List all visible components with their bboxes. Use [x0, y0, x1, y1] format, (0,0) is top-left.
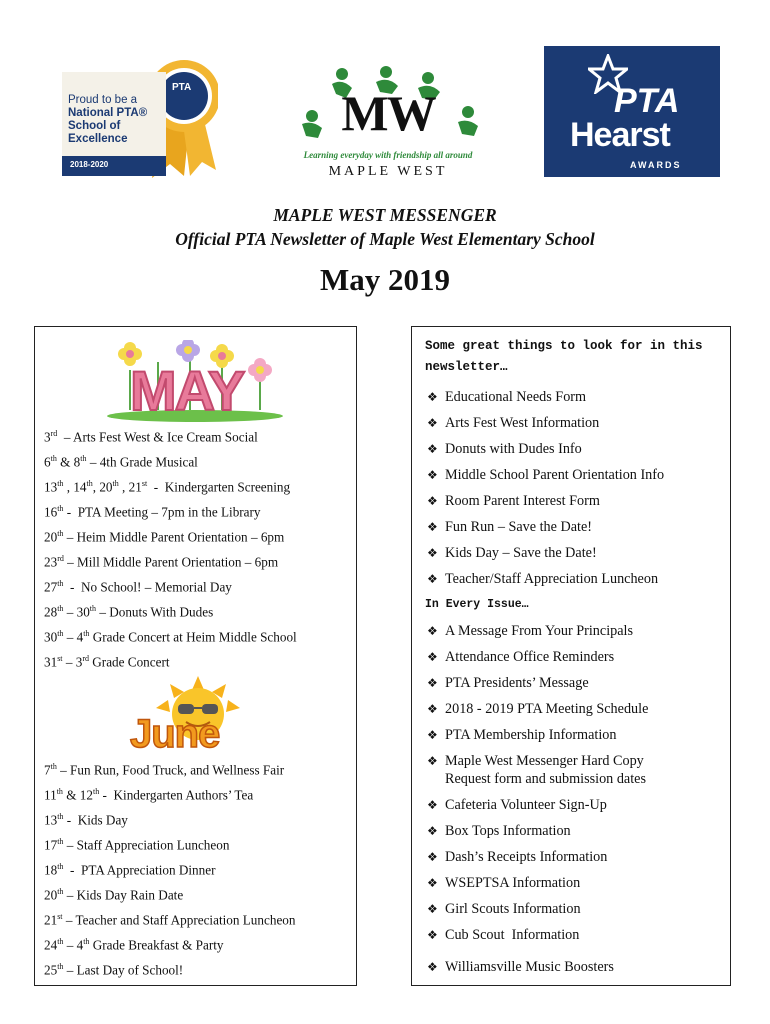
- event-text: 23: [44, 554, 58, 570]
- ordinal-suffix: th: [57, 604, 64, 613]
- contents-item: [427, 900, 581, 918]
- contents-item-label: Room Parent Interest Form: [445, 493, 600, 509]
- every-issue-label: In Every Issue…: [425, 598, 529, 611]
- diamond-bullet-icon: ❖: [427, 960, 438, 974]
- diamond-bullet-icon: ❖: [427, 546, 438, 560]
- contents-item-label: Arts Fest West Information: [445, 415, 600, 431]
- diamond-bullet-icon: ❖: [427, 728, 438, 742]
- ordinal-suffix: th: [83, 937, 90, 946]
- event-text: Grade Breakfast & Party: [89, 937, 224, 953]
- contents-item: [445, 770, 646, 788]
- contents-item-label: Donuts with Dudes Info: [445, 441, 582, 457]
- hearst-name: Hearst: [570, 116, 670, 154]
- event-text: 20: [44, 887, 58, 903]
- event-text: – Teacher and Staff Appreciation Luncheon: [62, 912, 296, 928]
- diamond-bullet-icon: ❖: [427, 754, 438, 768]
- ordinal-suffix: th: [92, 787, 100, 796]
- event-text: – 4: [63, 937, 84, 953]
- event-text: - Kindergarten Authors’ Tea: [99, 787, 254, 803]
- maple-west-logo: [288, 64, 488, 182]
- event-text: – Kids Day Rain Date: [63, 887, 184, 903]
- ordinal-suffix: rd: [50, 429, 58, 438]
- diamond-bullet-icon: ❖: [427, 798, 438, 812]
- event-text: 11: [44, 787, 57, 803]
- event-text: 13: [44, 479, 58, 495]
- contents-intro-line-1: Some great things to look for in this: [425, 339, 703, 353]
- contents-item-label: Fun Run – Save the Date!: [445, 519, 592, 535]
- diamond-bullet-icon: ❖: [427, 850, 438, 864]
- event-text: & 12: [62, 787, 93, 803]
- contents-item: [427, 958, 614, 976]
- ordinal-suffix: th: [57, 862, 64, 871]
- contents-intro-line-2: newsletter…: [425, 360, 508, 374]
- diamond-bullet-icon: ❖: [427, 494, 438, 508]
- calendar-event: [44, 887, 183, 903]
- ordinal-suffix: th: [80, 454, 87, 463]
- calendar-event: [44, 504, 261, 520]
- calendar-event: [44, 962, 183, 978]
- ordinal-suffix: th: [57, 504, 64, 513]
- contents-item: [427, 414, 600, 432]
- may-label: MAY: [130, 359, 244, 422]
- contents-item-label: Educational Needs Form: [445, 389, 587, 405]
- contents-item: [427, 622, 633, 640]
- ordinal-suffix: th: [83, 629, 90, 638]
- diamond-bullet-icon: ❖: [427, 876, 438, 890]
- hearst-pta-text: PTA: [614, 82, 680, 120]
- contents-item-label: Girl Scouts Information: [445, 901, 581, 917]
- calendar-event: [44, 629, 297, 645]
- diamond-bullet-icon: ❖: [427, 416, 438, 430]
- event-text: 7: [44, 762, 51, 778]
- contents-item-label: Teacher/Staff Appreciation Luncheon: [445, 571, 659, 587]
- event-text: 20: [44, 529, 58, 545]
- calendar-event: [44, 529, 284, 545]
- event-text: - No School! – Memorial Day: [63, 579, 232, 595]
- calendar-event: [44, 837, 229, 853]
- event-text: – Heim Middle Parent Orientation – 6pm: [63, 529, 285, 545]
- excellence-years: 2018-2020: [70, 160, 109, 169]
- issue-month: May 2019: [319, 262, 450, 297]
- diamond-bullet-icon: ❖: [427, 902, 438, 916]
- event-text: , 14: [63, 479, 87, 495]
- event-text: 3: [44, 429, 51, 445]
- maple-west-name: MAPLE WEST: [328, 164, 448, 179]
- contents-item-label: PTA Membership Information: [445, 727, 617, 743]
- event-text: 6: [44, 454, 51, 470]
- ordinal-suffix: th: [89, 604, 97, 613]
- diamond-bullet-icon: ❖: [427, 702, 438, 716]
- contents-item-label: Maple West Messenger Hard Copy: [445, 753, 644, 769]
- ordinal-suffix: th: [57, 962, 64, 971]
- event-text: - PTA Appreciation Dinner: [63, 862, 216, 878]
- maple-west-tagline: Learning everyday with friendship all around: [303, 150, 473, 160]
- contents-item-label: WSEPTSA Information: [445, 875, 581, 891]
- event-text: & 8: [56, 454, 81, 470]
- ordinal-suffix: rd: [57, 554, 64, 563]
- ordinal-suffix: th: [56, 787, 63, 796]
- ordinal-suffix: st: [57, 912, 63, 921]
- ordinal-suffix: th: [112, 479, 119, 488]
- ordinal-suffix: th: [57, 887, 64, 896]
- contents-item: [427, 466, 665, 484]
- event-text: 24: [44, 937, 58, 953]
- contents-item: [427, 518, 592, 536]
- contents-item-label: Box Tops Information: [445, 823, 571, 839]
- event-text: – Fun Run, Food Truck, and Wellness Fair: [56, 762, 285, 778]
- ordinal-suffix: th: [86, 479, 93, 488]
- june-label: June: [130, 712, 220, 756]
- may-clipart: [100, 340, 290, 422]
- calendar-event: [44, 912, 295, 928]
- contents-item-label: Kids Day – Save the Date!: [445, 545, 597, 561]
- calendar-event: [44, 812, 128, 828]
- contents-item: [427, 674, 589, 692]
- event-text: 17: [44, 837, 58, 853]
- ordinal-suffix: rd: [82, 654, 89, 663]
- contents-item: [427, 648, 615, 666]
- contents-item: [427, 388, 587, 406]
- contents-item-label: Request form and submission dates: [445, 771, 646, 787]
- calendar-event: [44, 937, 223, 953]
- event-text: – Mill Middle Parent Orientation – 6pm: [63, 554, 279, 570]
- hearst-awards-text: AWARDS: [630, 160, 682, 170]
- ordinal-suffix: th: [57, 812, 64, 821]
- pta-hearst-awards-logo: [544, 46, 720, 177]
- event-text: , 21: [118, 479, 142, 495]
- newsletter-title: MAPLE WEST MESSENGER: [273, 205, 497, 225]
- excellence-line-1: Proud to be a: [68, 94, 138, 106]
- newsletter-subtitle: Official PTA Newsletter of Maple West Elementary School: [175, 229, 595, 249]
- ordinal-suffix: th: [57, 629, 64, 638]
- diamond-bullet-icon: ❖: [427, 442, 438, 456]
- diamond-bullet-icon: ❖: [427, 928, 438, 942]
- contents-item: [427, 570, 659, 588]
- mw-monogram: MW: [341, 85, 435, 141]
- event-text: – 30: [63, 604, 90, 620]
- june-clipart: [128, 676, 268, 756]
- event-text: 18: [44, 862, 58, 878]
- ordinal-suffix: th: [57, 529, 64, 538]
- contents-item-label: Attendance Office Reminders: [445, 649, 615, 665]
- contents-item-label: Williamsville Music Boosters: [445, 959, 614, 975]
- national-pta-excellence-logo: [62, 46, 218, 178]
- ordinal-suffix: th: [57, 837, 64, 846]
- event-text: - Kids Day: [63, 812, 128, 828]
- contents-item: [427, 822, 571, 840]
- event-text: 31: [44, 654, 58, 670]
- calendar-event: [44, 454, 198, 470]
- event-text: 13: [44, 812, 58, 828]
- contents-intro: [425, 336, 703, 378]
- contents-item: [427, 796, 607, 814]
- diamond-bullet-icon: ❖: [427, 824, 438, 838]
- event-text: - PTA Meeting – 7pm in the Library: [63, 504, 261, 520]
- event-text: – Staff Appreciation Luncheon: [63, 837, 230, 853]
- contents-item: [427, 874, 581, 892]
- contents-item-label: PTA Presidents’ Message: [445, 675, 589, 691]
- ordinal-suffix: th: [50, 762, 57, 771]
- calendar-event: [44, 579, 232, 595]
- ordinal-suffix: th: [57, 937, 64, 946]
- event-text: 27: [44, 579, 58, 595]
- event-text: – 3: [62, 654, 83, 670]
- contents-item-label: 2018 - 2019 PTA Meeting Schedule: [445, 701, 649, 717]
- diamond-bullet-icon: ❖: [427, 624, 438, 638]
- contents-item: [427, 848, 608, 866]
- event-text: 16: [44, 504, 58, 520]
- excellence-line-4: Excellence: [68, 133, 128, 145]
- contents-item-label: Middle School Parent Orientation Info: [445, 467, 665, 483]
- event-text: – 4th Grade Musical: [86, 454, 198, 470]
- event-text: 25: [44, 962, 58, 978]
- contents-item-label: A Message From Your Principals: [445, 623, 633, 639]
- diamond-bullet-icon: ❖: [427, 650, 438, 664]
- contents-item: [427, 926, 580, 944]
- contents-item: [427, 726, 617, 744]
- diamond-bullet-icon: ❖: [427, 390, 438, 404]
- excellence-line-3: School of: [68, 120, 121, 132]
- contents-item-label: Dash’s Receipts Information: [445, 849, 608, 865]
- contents-item: [427, 492, 600, 510]
- excellence-line-2: National PTA®: [68, 107, 148, 119]
- contents-item: [427, 544, 597, 562]
- pta-badge-text: PTA: [172, 82, 192, 93]
- event-text: – Last Day of School!: [63, 962, 184, 978]
- event-text: 28: [44, 604, 58, 620]
- event-text: , 20: [92, 479, 113, 495]
- diamond-bullet-icon: ❖: [427, 572, 438, 586]
- event-text: 21: [44, 912, 58, 928]
- calendar-event: [44, 554, 278, 570]
- event-text: – Arts Fest West & Ice Cream Social: [57, 429, 258, 445]
- event-text: Grade Concert: [88, 654, 170, 670]
- diamond-bullet-icon: ❖: [427, 520, 438, 534]
- diamond-bullet-icon: ❖: [427, 468, 438, 482]
- calendar-event: [44, 862, 215, 878]
- contents-item-label: Cafeteria Volunteer Sign-Up: [445, 797, 607, 813]
- calendar-event: [44, 787, 253, 803]
- event-text: – Donuts With Dudes: [96, 604, 214, 620]
- event-text: - Kindergarten Screening: [147, 479, 291, 495]
- ordinal-suffix: th: [57, 579, 64, 588]
- calendar-event: [44, 429, 258, 445]
- ordinal-suffix: th: [57, 479, 64, 488]
- diamond-bullet-icon: ❖: [427, 676, 438, 690]
- ordinal-suffix: th: [50, 454, 57, 463]
- event-text: – 4: [63, 629, 84, 645]
- contents-item: [427, 752, 644, 770]
- contents-item-label: Cub Scout Information: [445, 927, 580, 943]
- contents-item: [427, 700, 649, 718]
- contents-item: [427, 440, 582, 458]
- event-text: Grade Concert at Heim Middle School: [89, 629, 297, 645]
- calendar-event: [44, 654, 170, 670]
- event-text: 30: [44, 629, 58, 645]
- calendar-event: [44, 479, 290, 495]
- calendar-event: [44, 604, 213, 620]
- ordinal-suffix: st: [141, 479, 148, 488]
- calendar-event: [44, 762, 284, 778]
- ordinal-suffix: st: [57, 654, 63, 663]
